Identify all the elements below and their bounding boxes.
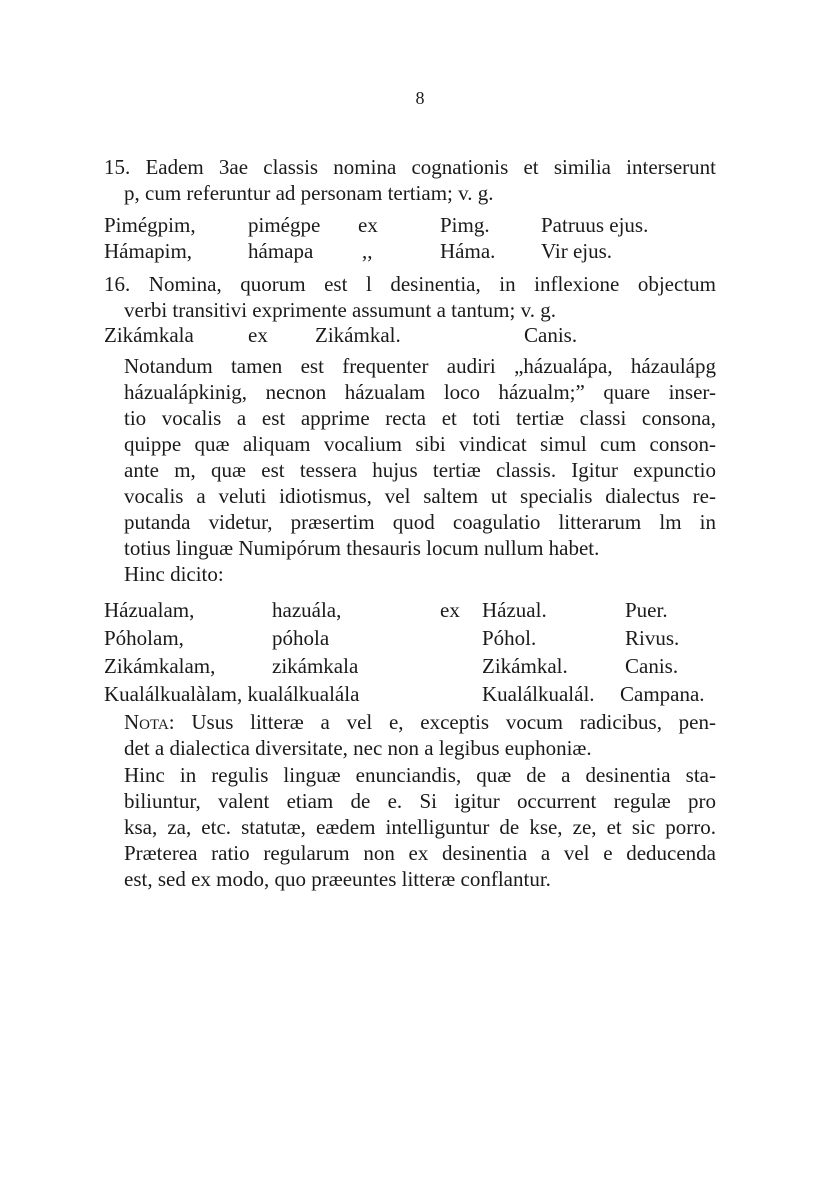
example-15-2-root: Háma. [440, 239, 496, 263]
notandum-line-4: quippe quæ aliquam vocalium sibi vindicat simul cum conson- [124, 432, 716, 456]
notandum-line-3: tio vocalis a est apprime recta et toti tertiæ classi consona, [124, 406, 716, 430]
table-r1-c4: Házual. [482, 598, 547, 622]
page-number: 8 [415, 88, 425, 108]
table-r3-c4: Zikámkal. [482, 654, 568, 678]
nota-line-1 [124, 709, 716, 735]
example-15-2-form: hámapa [248, 239, 314, 263]
table-r3-c5: Canis. [625, 654, 679, 678]
section-16-line-1: 16. Nomina, quorum est l desinentia, in inflexione objectum [104, 272, 716, 296]
example-15-1-word: Pimégpim, [104, 213, 196, 237]
example-15-2-ex: ,, [362, 239, 373, 263]
example-15-1-meaning: Patruus ejus. [541, 213, 649, 237]
table-r2-c5: Rivus. [625, 626, 680, 650]
nota-first-line: Usus litteræ a vel e, exceptis vocum radicibus, pen- [174, 710, 716, 734]
nota-line-4: biliuntur, valent etiam de e. Si igitur occurrent regulæ pro [124, 789, 716, 813]
table-r1-c1: Házualam, [104, 598, 195, 622]
notandum-line-6: vocalis a veluti idiotismus, vel saltem ut specialis dialectus re- [124, 484, 716, 508]
section-15-line-2: p, cum referuntur ad personam tertiam; v. g. [124, 181, 494, 205]
table-r4-c1: Kualálkualàlam, kualálkualála [104, 682, 360, 706]
nota-line-2: det a dialectica diversitate, nec non a legibus euphoniæ. [124, 736, 592, 760]
table-r2-c1: Póholam, [104, 626, 184, 650]
notandum-line-8: totius linguæ Numipórum thesauris locum nullum habet. [124, 536, 600, 560]
example-15-2-meaning: Vir ejus. [541, 239, 613, 263]
table-r4-c5: Campana. [620, 682, 705, 706]
section-16-line-2: verbi transitivi exprimente assumunt a tantum; v. g. [124, 298, 556, 322]
example-15-1-ex: ex [358, 213, 378, 237]
notandum-line-1: Notandum tamen est frequenter audiri „házualápa, házaulápg [124, 354, 716, 378]
table-r1-c2: hazuála, [272, 598, 342, 622]
example-16-word: Zikámkala [104, 323, 194, 347]
table-r4-c4: Kualálkualál. [482, 682, 595, 706]
example-16-ex: ex [248, 323, 268, 347]
notandum-line-5: ante m, quæ est tessera hujus tertiæ classis. Igitur expunctio [124, 458, 716, 482]
table-r1-c5: Puer. [625, 598, 668, 622]
table-r3-c2: zikámkala [272, 654, 359, 678]
example-15-1-root: Pimg. [440, 213, 490, 237]
table-r2-c4: Póhol. [482, 626, 537, 650]
table-r2-c2: póhola [272, 626, 330, 650]
nota-line-5: ksa, za, etc. statutæ, eædem intelliguntur de kse, ze, et sic porro. [124, 815, 716, 839]
example-15-1-form: pimégpe [248, 213, 321, 237]
nota-label: Nota: [124, 710, 175, 734]
section-15-line-1: 15. Eadem 3ae classis nomina cognationis et similia interserunt [104, 155, 716, 179]
example-15-2-word: Hámapim, [104, 239, 193, 263]
nota-line-6: Præterea ratio regularum non ex desinentia a vel e deducenda [124, 841, 716, 865]
nota-line-7: est, sed ex modo, quo præeuntes litteræ conflantur. [124, 867, 551, 891]
notandum-line-2: házualápkinig, necnon házualam loco házualm;” quare inser- [124, 380, 716, 404]
notandum-line-9: Hinc dicito: [124, 562, 224, 586]
nota-line-3: Hinc in regulis linguæ enunciandis, quæ de a desinentia sta- [124, 763, 716, 787]
notandum-line-7: putanda videtur, præsertim quod coagulatio litterarum lm in [124, 510, 716, 534]
table-r1-c3: ex [440, 598, 460, 622]
example-16-meaning: Canis. [524, 323, 578, 347]
example-16-root: Zikámkal. [315, 323, 401, 347]
table-r3-c1: Zikámkalam, [104, 654, 216, 678]
